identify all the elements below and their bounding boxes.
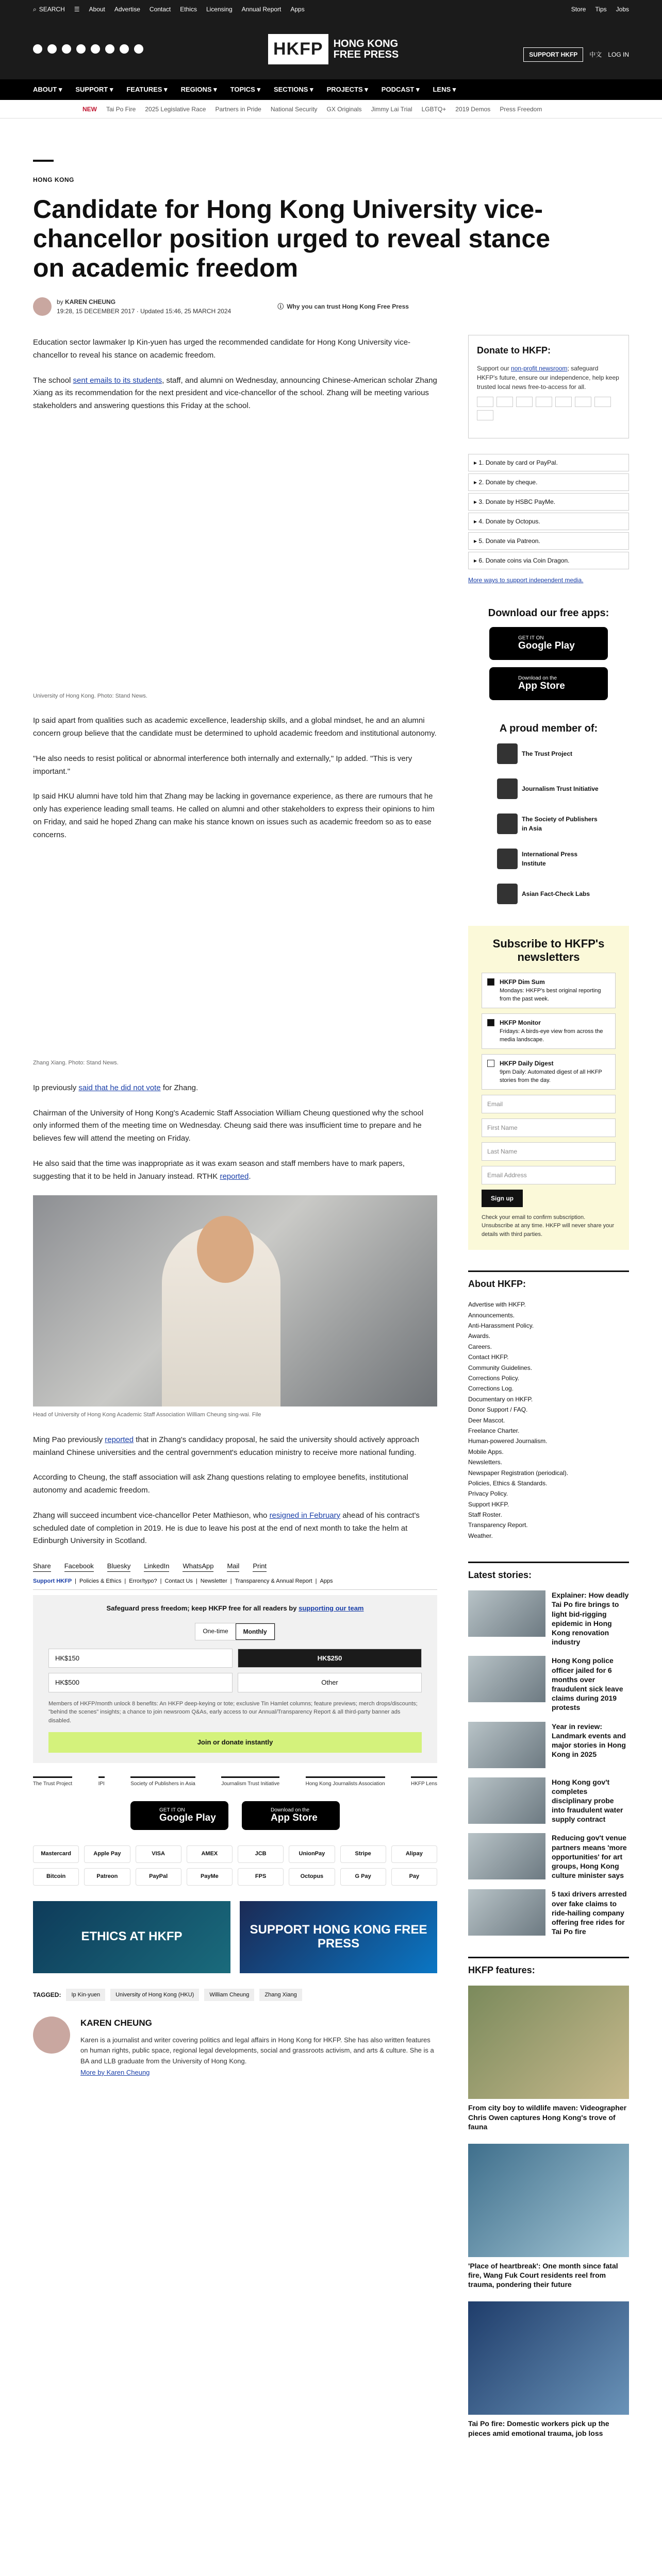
new-badge: NEW xyxy=(82,105,97,113)
feature-title: Tai Po fire: Domestic workers pick up the pieces amid emotional trauma, job loss xyxy=(468,2419,609,2437)
tag-link[interactable]: Zhang Xiang xyxy=(259,1989,302,2002)
threads-icon[interactable] xyxy=(91,44,100,54)
newsletter-name: HKFP Monitor xyxy=(500,1019,541,1026)
about-link[interactable]: Anti-Harassment Policy. xyxy=(468,1322,534,1330)
payment-icon: PayPal xyxy=(136,1868,181,1886)
paragraph-10: According to Cheung, the staff association will ask Zhang questions relating to employee benefits, institutional autonomy and academic freedom. xyxy=(33,1473,408,1495)
link-licensing[interactable]: Licensing xyxy=(206,6,233,13)
photo-caption-1: University of Hong Kong. Photo: Stand News. xyxy=(33,692,147,699)
link-about[interactable]: About xyxy=(89,6,105,13)
nav-item-about[interactable]: ABOUT ▾ xyxy=(33,86,62,94)
member-mark xyxy=(497,743,518,764)
about-link[interactable]: Human-powered Journalism. xyxy=(468,1437,548,1445)
app-store-button[interactable]: Download on the App Store xyxy=(242,1801,340,1830)
link-tips[interactable]: Tips xyxy=(595,6,607,13)
newsletter-option[interactable] xyxy=(482,973,616,1008)
story-title: Hong Kong police officer jailed for 6 months over fraudulent sick leave claims during 2019 protests xyxy=(552,1656,623,1712)
monthly-option[interactable]: Monthly xyxy=(236,1623,275,1640)
feature-story[interactable] xyxy=(468,2144,629,2290)
latest-story[interactable] xyxy=(468,1833,629,1880)
tags xyxy=(33,1989,437,2002)
partner-logo[interactable]: Society of Publishers in Asia xyxy=(130,1776,195,1788)
byline xyxy=(33,297,437,316)
story-thumbnail xyxy=(468,1833,545,1879)
language-link[interactable]: 中文 xyxy=(589,51,602,58)
subnav-item[interactable]: Jimmy Lai Trial xyxy=(371,105,412,113)
payment-icon: AMEX xyxy=(187,1845,233,1863)
donate-option[interactable]: ▸ 1. Donate by card or PayPal. xyxy=(468,454,629,471)
share-facebook[interactable]: Facebook xyxy=(64,1561,94,1572)
member-mark xyxy=(497,849,518,869)
utility-bar xyxy=(0,0,662,19)
story-title: Year in review: Landmark events and major stories in Hong Kong in 2025 xyxy=(552,1722,626,1759)
payment-icon: PayMe xyxy=(187,1868,233,1886)
app-store-badges xyxy=(33,1801,437,1830)
feature-story[interactable] xyxy=(468,2301,629,2437)
newsletter-option[interactable] xyxy=(482,1054,616,1090)
logo-line2: FREE PRESS xyxy=(333,48,399,60)
partner-logo[interactable]: The Trust Project xyxy=(33,1776,72,1788)
about-list xyxy=(468,1299,629,1541)
paragraph-1: Education sector lawmaker Ip Kin-yuen has urged the recommended candidate for Hong Kong University vice-chancellor to reveal his stance on academic freedom. xyxy=(33,338,411,360)
nav-item-support[interactable]: SUPPORT ▾ xyxy=(75,86,113,94)
about-link[interactable]: Deer Mascot. xyxy=(468,1416,505,1424)
link-ming-pao-reported[interactable]: reported xyxy=(105,1435,134,1444)
support-banner[interactable]: SUPPORT HONG KONG FREE PRESS xyxy=(240,1901,437,1973)
payment-methods xyxy=(33,1845,437,1886)
search-label: SEARCH xyxy=(39,6,65,13)
member-logo[interactable] xyxy=(497,848,600,870)
photo-zhang xyxy=(33,854,437,1055)
trust-link[interactable] xyxy=(277,302,409,311)
feature-image xyxy=(468,1986,629,2099)
member-logo[interactable] xyxy=(497,742,600,765)
subnav-item[interactable]: LGBTQ+ xyxy=(421,105,446,113)
frequency-toggle xyxy=(195,1623,275,1640)
link-did-not-vote[interactable]: said that he did not vote xyxy=(78,1083,161,1092)
payment-icon: Octopus xyxy=(289,1868,335,1886)
main-nav xyxy=(0,79,662,100)
search-button[interactable]: ⌕ SEARCH xyxy=(33,6,65,13)
donate-note: Members of HKFP/month unlock 8 benefits: An HKFP deep-keying or tote; exclusive Tin Hamlet columns; feature previews; merch drops/discounts; "behind the scenes" insights; a chance to join newsroom Q&As, early access to our Annual/Transparency Report & all third-party banner ads disabled. xyxy=(48,1700,418,1724)
article-footer-links xyxy=(33,1577,437,1590)
member-logos xyxy=(468,742,629,905)
share-bluesky[interactable]: Bluesky xyxy=(107,1561,131,1572)
story-thumbnail xyxy=(468,1777,545,1824)
partner-logo[interactable]: Journalism Trust Initiative xyxy=(221,1776,279,1788)
donate-widget-text: Support our non-profit newsroom; safeguard HKFP's future, ensure our independence, help keep trusted local news free-to-access for all. xyxy=(477,365,619,391)
photo-caption-2: Zhang Xiang. Photo: Stand News. xyxy=(33,1060,119,1066)
latest-title: Latest stories: xyxy=(468,1562,629,1582)
payment-icon: Pay xyxy=(391,1868,437,1886)
card-icon xyxy=(477,410,493,420)
payment-icon: G Pay xyxy=(340,1868,386,1886)
about-link[interactable]: Community Guidelines. xyxy=(468,1364,533,1371)
story-thumbnail xyxy=(468,1590,545,1637)
masthead-actions xyxy=(523,47,629,62)
donate-title: Safeguard press freedom; keep HKFP free for all readers by supporting our team xyxy=(106,1604,364,1612)
more-by-author-link[interactable]: More by Karen Cheung xyxy=(80,2068,150,2076)
payment-icon: Bitcoin xyxy=(33,1868,79,1886)
link-annual-report[interactable]: Annual Report xyxy=(241,6,282,13)
payment-icon: FPS xyxy=(238,1868,284,1886)
payment-icon: Alipay xyxy=(391,1845,437,1863)
member-logo[interactable] xyxy=(497,812,600,835)
newsletter-note: Check your email to confirm subscription. Unsubscribe at any time. HKFP will never share your details with third parties. xyxy=(482,1214,615,1238)
separator: | xyxy=(230,1578,232,1584)
feature-story[interactable] xyxy=(468,1986,629,2131)
about-link[interactable]: Donor Support / FAQ. xyxy=(468,1406,528,1414)
story-title: Explainer: How deadly Tai Po fire brings to light bid-rigging epidemic in Hong Kong renovation industry xyxy=(552,1591,629,1647)
card-icon xyxy=(477,397,493,407)
card-icon xyxy=(575,397,591,407)
about-link[interactable]: Advertise with HKFP. xyxy=(468,1301,526,1309)
member-mark xyxy=(497,884,518,904)
footer-link[interactable]: Policies & Ethics xyxy=(79,1578,122,1584)
separator: | xyxy=(160,1578,162,1584)
donate-box xyxy=(33,1595,437,1763)
donate-options xyxy=(468,454,629,569)
card-icon xyxy=(496,397,513,407)
member-logo[interactable] xyxy=(497,883,600,905)
donate-option[interactable]: ▸ 4. Donate by Octopus. xyxy=(468,513,629,530)
email-field[interactable]: Email xyxy=(482,1095,616,1113)
newsletter-desc: 9pm Daily: Automated digest of all HKFP stories from the day. xyxy=(500,1069,602,1084)
subnav-item[interactable]: Tai Po Fire xyxy=(106,105,136,113)
story-thumbnail xyxy=(468,1722,545,1768)
share-bar xyxy=(33,1561,437,1572)
more-ways-link[interactable]: More ways to support independent media. xyxy=(468,577,584,584)
about-link[interactable]: Contact HKFP. xyxy=(468,1353,509,1361)
article-dates: 19:28, 15 DECEMBER 2017 · Updated 15:46, 25 MARCH 2024 xyxy=(57,308,231,315)
nav-item-sections[interactable]: SECTIONS ▾ xyxy=(273,86,313,94)
info-icon: ⓘ xyxy=(277,303,284,310)
newsletter-name: HKFP Daily Digest xyxy=(500,1059,554,1067)
about-link[interactable]: Mobile Apps. xyxy=(468,1448,504,1455)
about-link[interactable]: Transparency Report. xyxy=(468,1521,528,1529)
ethics-banner[interactable]: ETHICS AT HKFP xyxy=(33,1901,230,1973)
story-thumbnail xyxy=(468,1656,545,1702)
tags-label: TAGGED: xyxy=(33,1991,61,1998)
payment-icon: VISA xyxy=(136,1845,181,1863)
subnav-item[interactable]: National Security xyxy=(270,105,318,113)
subnav-item[interactable]: Partners in Pride xyxy=(215,105,261,113)
link-ethics[interactable]: Ethics xyxy=(180,6,197,13)
feature-image xyxy=(468,2144,629,2257)
feature-stories xyxy=(468,1986,629,2438)
one-time-option[interactable]: One-time xyxy=(203,1627,228,1635)
member-name: Journalism Trust Initiative xyxy=(522,785,599,792)
about-link[interactable]: Documentary on HKFP. xyxy=(468,1395,533,1403)
nav-item-podcast[interactable]: PODCAST ▾ xyxy=(381,86,420,94)
linkedin-icon[interactable] xyxy=(120,44,129,54)
nav-item-projects[interactable]: PROJECTS ▾ xyxy=(326,86,368,94)
separator: | xyxy=(75,1578,77,1584)
latest-stories xyxy=(468,1590,629,1936)
tag-link[interactable]: William Cheung xyxy=(204,1989,254,2002)
member-name: The Society of Publishers in Asia xyxy=(522,816,598,832)
share-print[interactable]: Print xyxy=(253,1561,267,1572)
sidebar-apps xyxy=(468,627,629,700)
facebook-icon[interactable] xyxy=(33,44,42,54)
member-name: Asian Fact-Check Labs xyxy=(522,890,590,897)
checkbox[interactable] xyxy=(487,1019,494,1026)
social-icons xyxy=(33,44,143,54)
footer-link[interactable]: Contact Us xyxy=(164,1578,193,1584)
member-mark xyxy=(497,778,518,799)
non-profit-link[interactable]: non-profit newsroom xyxy=(511,365,568,372)
about-link[interactable]: Privacy Policy. xyxy=(468,1490,508,1498)
author-bio: Karen is a journalist and writer covering politics and legal affairs in Hong Kong for HKFP. She has also written features on human rights, public space, regional legal developments, social and grassroots activism, and arts & culture. She is a BA and LLB graduate from the University of Hong Kong. xyxy=(80,2036,434,2065)
payment-icon: Patreon xyxy=(84,1868,130,1886)
about-title: About HKFP: xyxy=(468,1270,629,1291)
member-mark xyxy=(497,814,518,834)
trust-label: Why you can trust Hong Kong Free Press xyxy=(287,303,409,310)
member-logo[interactable] xyxy=(497,777,600,800)
photo-hku xyxy=(33,425,437,688)
author-name[interactable]: KAREN CHEUNG xyxy=(65,298,116,306)
paragraph-7: Chairman of the University of Hong Kong's Academic Staff Association William Cheung questioned why the school only informed them of the meeting time on Wednesday. Cheung said there was insufficient time to prepare and he believes few will attend the meeting on Friday. xyxy=(33,1108,424,1143)
story-title: Reducing gov't venue partners means 'more opportunities' for art groups, Hong Kong culture minister says xyxy=(552,1834,627,1880)
latest-story[interactable] xyxy=(468,1889,629,1936)
subnav-item[interactable]: 2025 Legislative Race xyxy=(145,105,206,113)
about-link[interactable]: Careers. xyxy=(468,1343,492,1350)
login-link[interactable]: LOG IN xyxy=(608,51,629,58)
newsletter-title: Subscribe to HKFP's newsletters xyxy=(492,937,605,964)
latest-story[interactable] xyxy=(468,1590,629,1647)
member-name: International Press Institute xyxy=(522,851,578,867)
paragraph-8: He also said that the time was inappropriate as it was exam season and staff members have to mark papers, suggesting that it to be held in January instead. RTHK reported. xyxy=(33,1159,405,1181)
paragraph-9: Ming Pao previously reported that in Zhang's candidacy proposal, he said the university should actively approach mainland Chinese universities and the central government's education ministry to receive more national funding. xyxy=(33,1435,420,1457)
amount-option-selected[interactable]: HK$250 xyxy=(238,1649,422,1668)
email-address-field[interactable]: Email Address xyxy=(482,1166,616,1184)
donate-widget-title: Donate to HKFP: xyxy=(477,345,551,355)
separator: | xyxy=(315,1578,317,1584)
promo-banners xyxy=(33,1901,437,1973)
sub-nav xyxy=(0,100,662,118)
payment-icon: Apple Pay xyxy=(84,1845,130,1863)
site-logo[interactable] xyxy=(268,34,399,64)
subnav-item[interactable]: 2019 Demos xyxy=(455,105,491,113)
about-link[interactable]: Announcements. xyxy=(468,1311,515,1319)
paragraph-3: Ip said apart from qualities such as academic excellence, leadership skills, and a global mindset, he and an alumni concern group believe that the candidate must be determined to uphold academic freedom and institutional autonomy. xyxy=(33,716,437,738)
donate-option[interactable]: ▸ 3. Donate by HSBC PayMe. xyxy=(468,493,629,511)
donate-option[interactable]: ▸ 6. Donate coins via Coin Dragon. xyxy=(468,552,629,569)
newsletter-option[interactable] xyxy=(482,1013,616,1049)
apps-title: Download our free apps: xyxy=(488,607,609,619)
support-hkfp-button[interactable]: SUPPORT HKFP xyxy=(523,47,583,62)
story-thumbnail xyxy=(468,1889,545,1936)
about-link[interactable]: Newspaper Registration (periodical). xyxy=(468,1469,569,1477)
payment-icon: Stripe xyxy=(340,1845,386,1863)
instagram-icon[interactable] xyxy=(62,44,71,54)
card-icon xyxy=(594,397,611,407)
about-link[interactable]: Support HKFP. xyxy=(468,1500,509,1508)
link-contact[interactable]: Contact xyxy=(149,6,171,13)
partner-logo[interactable]: IPI xyxy=(98,1776,105,1788)
amount-option[interactable]: HK$150 xyxy=(48,1649,233,1668)
by-label: by xyxy=(57,298,63,306)
paragraph-2: The school sent emails to its students, staff, and alumni on Wednesday, announcing Chinese-American scholar Zhang Xiang as its recommendation for the next president and vice-chancellor of the school. Zhang will be meeting various stakeholders and answering questions this Friday at the school. xyxy=(33,376,437,410)
donate-option[interactable]: ▸ 2. Donate by cheque. xyxy=(468,473,629,491)
subnav-item[interactable]: GX Originals xyxy=(326,105,362,113)
story-title: Hong Kong gov't completes disciplinary probe into fraudulent water supply contract xyxy=(552,1777,623,1824)
sidebar xyxy=(468,118,629,2450)
members-title: A proud member of: xyxy=(499,723,598,734)
donate-option[interactable]: ▸ 5. Donate via Patreon. xyxy=(468,532,629,550)
payment-icon: Mastercard xyxy=(33,1845,79,1863)
article-title: Candidate for Hong Kong University vice-chancellor position urged to reveal stance on academic freedom xyxy=(33,195,551,282)
signup-button[interactable]: Sign up xyxy=(482,1190,523,1207)
nav-item-lens[interactable]: LENS ▾ xyxy=(433,86,456,94)
feature-title: From city boy to wildlife maven: Videographer Chris Owen captures Hong Kong's trove of fauna xyxy=(468,2104,627,2131)
paragraph-4: "He also needs to resist political or abnormal interference both internally and externally," Ip added. "This is very important." xyxy=(33,754,412,776)
partner-logo[interactable]: Hong Kong Journalists Association xyxy=(306,1776,385,1788)
article-category[interactable]: HONG KONG xyxy=(33,176,74,183)
about-link[interactable]: Newsletters. xyxy=(468,1459,503,1466)
card-icons xyxy=(477,397,620,420)
logo-mark: HKFP xyxy=(268,34,328,64)
latest-story[interactable] xyxy=(468,1777,629,1824)
tag-link[interactable]: Ip Kin-yuen xyxy=(66,1989,105,2002)
author-photo xyxy=(33,2016,70,2054)
feature-title: 'Place of heartbreak': One month since fatal fire, Wang Fuk Court residents reel from trauma, pondering their future xyxy=(468,2261,618,2289)
footer-link[interactable]: Transparency & Annual Report xyxy=(235,1578,312,1584)
card-icon xyxy=(555,397,572,407)
story-title: 5 taxi drivers arrested over fake claims to ride-hailing company offering free rides for Tai Po fire xyxy=(552,1890,627,1936)
link-sent-emails[interactable]: sent emails to its students xyxy=(73,376,162,385)
google-play-button[interactable]: GET IT ON Google Play xyxy=(489,627,608,660)
amount-options xyxy=(48,1649,422,1692)
link-store[interactable]: Store xyxy=(571,6,586,13)
footer-link[interactable]: Apps xyxy=(320,1578,333,1584)
share-label: Share xyxy=(33,1561,51,1572)
newsletter-name: HKFP Dim Sum xyxy=(500,978,545,986)
latest-story[interactable] xyxy=(468,1656,629,1712)
tag-link[interactable]: University of Hong Kong (HKU) xyxy=(110,1989,199,2002)
youtube-icon[interactable] xyxy=(76,44,86,54)
separator: | xyxy=(195,1578,197,1584)
amount-other[interactable]: Other xyxy=(238,1673,422,1692)
about-link[interactable]: Weather. xyxy=(468,1532,493,1539)
app-store-button[interactable]: Download on the App Store xyxy=(489,667,608,700)
partner-logos xyxy=(33,1776,437,1788)
link-resigned-february[interactable]: resigned in February xyxy=(269,1511,341,1520)
newsletter-desc: Mondays: HKFP's best original reporting from the past week. xyxy=(500,987,601,1003)
card-icon xyxy=(536,397,552,407)
footer-link[interactable]: Support HKFP xyxy=(33,1578,72,1584)
payment-icon: JCB xyxy=(238,1845,284,1863)
about-link[interactable]: Corrections Log. xyxy=(468,1385,514,1393)
about-link[interactable]: Corrections Policy. xyxy=(468,1375,520,1382)
latest-story[interactable] xyxy=(468,1722,629,1768)
paragraph-6: Ip previously said that he did not vote for Zhang. xyxy=(33,1083,198,1092)
share-linkedin[interactable]: LinkedIn xyxy=(144,1561,169,1572)
member-name: The Trust Project xyxy=(522,750,573,757)
paragraph-11: Zhang will succeed incumbent vice-chancellor Peter Mathieson, who resigned in February ahead of his contract's scheduled date of completion in 2019. He is due to leave his post at the end of next month to take the helm at Edinburgh University in Scotland. xyxy=(33,1511,420,1546)
separator: | xyxy=(124,1578,126,1584)
partner-logo[interactable]: HKFP Lens xyxy=(411,1776,437,1788)
logo-text xyxy=(334,39,399,60)
about-link[interactable]: Freelance Charter. xyxy=(468,1427,520,1434)
payment-icon: UnionPay xyxy=(289,1845,335,1863)
subnav-item[interactable]: Press Freedom xyxy=(500,105,542,113)
title-rule xyxy=(33,160,54,162)
card-icon xyxy=(516,397,533,407)
features-title: HKFP features: xyxy=(468,1957,629,1977)
whatsapp-icon[interactable] xyxy=(105,44,114,54)
link-jobs[interactable]: Jobs xyxy=(616,6,629,13)
google-play-button[interactable]: GET IT ON Google Play xyxy=(130,1801,228,1830)
share-whatsapp[interactable]: WhatsApp xyxy=(183,1561,213,1572)
footer-link[interactable]: Newsletter xyxy=(200,1578,227,1584)
logo-line1: HONG KONG xyxy=(333,38,399,49)
supporting-link[interactable]: supporting our team xyxy=(299,1604,364,1612)
first-name-field[interactable]: First Name xyxy=(482,1118,616,1137)
feature-image xyxy=(468,2301,629,2415)
donate-widget xyxy=(468,335,629,438)
newsletter-desc: Fridays: A birds-eye view from across the media landscape. xyxy=(500,1028,603,1043)
photo-caption-3: Head of University of Hong Kong Academic Staff Association William Cheung sing-wai. File xyxy=(33,1412,261,1418)
link-advertise[interactable]: Advertise xyxy=(114,6,140,13)
nav-item-regions[interactable]: REGIONS ▾ xyxy=(180,86,217,94)
newsletter-box xyxy=(468,926,629,1250)
photo-william-cheung xyxy=(33,1195,437,1406)
last-name-field[interactable]: Last Name xyxy=(482,1142,616,1161)
link-rthk-reported[interactable]: reported xyxy=(220,1172,249,1181)
amount-option[interactable]: HK$500 xyxy=(48,1673,233,1692)
checkbox[interactable] xyxy=(487,1060,494,1067)
author-box-name[interactable]: KAREN CHEUNG xyxy=(80,2018,152,2028)
join-donate-button[interactable]: Join or donate instantly xyxy=(48,1732,422,1753)
author-avatar xyxy=(33,297,52,316)
masthead xyxy=(0,19,662,79)
about-link[interactable]: Staff Roster. xyxy=(468,1511,502,1519)
menu-icon[interactable]: ☰ xyxy=(74,6,80,13)
rss-icon[interactable] xyxy=(134,44,143,54)
nav-item-features[interactable]: FEATURES ▾ xyxy=(126,86,168,94)
share-mail[interactable]: Mail xyxy=(227,1561,239,1572)
about-link[interactable]: Policies, Ethics & Standards. xyxy=(468,1479,548,1487)
about-link[interactable]: Awards. xyxy=(468,1332,491,1340)
nav-item-topics[interactable]: TOPICS ▾ xyxy=(230,86,260,94)
photo-face xyxy=(197,1216,254,1283)
x-icon[interactable] xyxy=(47,44,57,54)
link-apps[interactable]: Apps xyxy=(290,6,305,13)
paragraph-5: Ip said HKU alumni have told him that Zhang may be lacking in governance experience, as there are rumours that he only has experience leading small teams. He called on alumni and other stakeholders to express their opinions to him on Friday, and said he hoped Zhang can make his stance known on issues such as academic freedom so as to ease concerns. xyxy=(33,792,435,839)
author-box xyxy=(33,2016,437,2078)
checkbox[interactable] xyxy=(487,978,494,986)
footer-link[interactable]: Error/typo? xyxy=(129,1578,157,1584)
